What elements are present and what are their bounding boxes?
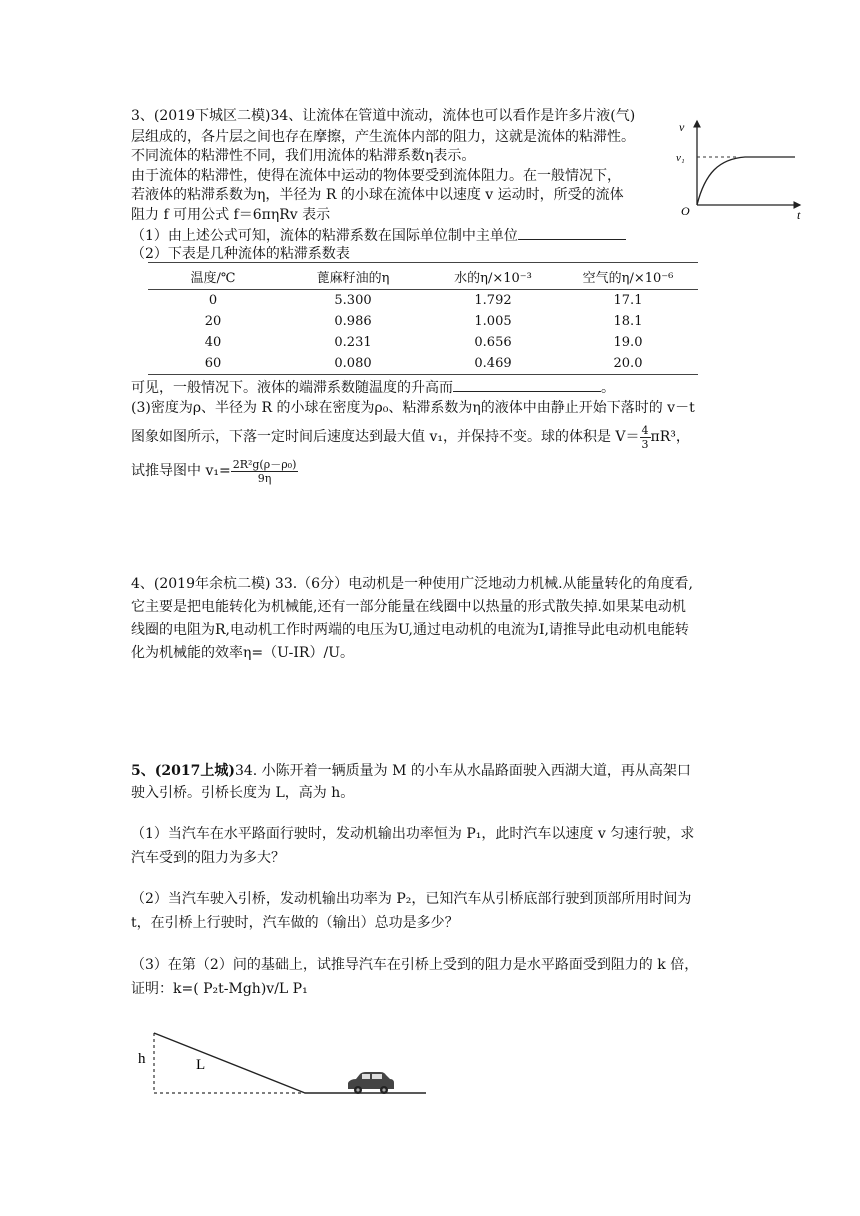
v-t-graph [675, 115, 815, 225]
q5-intro: 34. 小陈开着一辆质量为 M 的小车从水晶路面驶入西湖大道，再从高架口 [234, 763, 691, 779]
table-cell: 1.792 [474, 293, 512, 308]
table-cell: 0.231 [334, 335, 372, 350]
formula-v1: $\frac{\text{2R²g(ρ－ρ₀)}}{9\eta}$ [232, 457, 297, 485]
q3-line-2: 层组成的，各片层之间也存在摩擦，产生流体内部的阻力，这就是流体的粘滞性。 [131, 129, 635, 145]
viscosity-table [148, 262, 698, 375]
q5-line-8: 证明：k=( P₂t-Mgh)v/L P₁ [131, 981, 308, 997]
table-header: 空气的η/×10⁻⁶ [558, 263, 698, 290]
q5-source: 5、(2017上城) [131, 763, 235, 779]
table-cell: 0.080 [278, 353, 428, 375]
table-cell: 60 [148, 353, 278, 375]
q3-volume-end: πR³， [650, 429, 690, 445]
table-row [148, 332, 698, 353]
table-cell: 20.0 [558, 353, 698, 375]
height-label: h [138, 1051, 146, 1067]
v1-label: v₁ [676, 152, 685, 164]
q3-line-4: 由于流体的粘滞性，使得在流体中运动的物体要受到流体阻力。在一般情况下， [131, 168, 621, 184]
answer-blank-1 [518, 225, 626, 240]
fraction-four-thirds: $\frac{4}{3}$ [641, 423, 649, 451]
q4-line-4: 化为机械能的效率η=（U-IR）/U。 [131, 645, 354, 661]
table-row [148, 353, 698, 375]
q3-line-8: （2）下表是几种流体的粘滞系数表 [131, 246, 350, 262]
table-cell: 1.005 [474, 314, 512, 329]
table-cell: 0.656 [474, 335, 512, 350]
q3-line-1: 3、(2019下城区二模)34、让流体在管道中流动，流体也可以看作是许多片液(气) [131, 108, 636, 124]
table-row [148, 311, 698, 332]
q3-line-12 [131, 456, 298, 486]
table-cell: 18.1 [613, 314, 643, 329]
q5-line-3: （1）当汽车在水平路面行驶时，发动机输出功率恒为 P₁，此时汽车以速度 v 匀速行驶，求 [131, 826, 695, 842]
q5-line-1 [131, 761, 691, 781]
car-icon [348, 1072, 394, 1094]
answer-blank-2 [453, 377, 601, 392]
q3-line-5: 若液体的粘滞系数为η，半径为 R 的小球在流体中以速度 v 运动时，所受的流体 [131, 187, 624, 203]
t-axis-label: t [797, 208, 801, 222]
table-cell: 40 [204, 335, 222, 350]
velocity-curve [697, 157, 795, 205]
v-axis-label: v [679, 120, 685, 134]
table-cell: 5.300 [334, 293, 372, 308]
bridge-figure [130, 1025, 440, 1105]
table-header: 蓖麻籽油的η [278, 263, 428, 290]
origin-label: O [681, 204, 690, 218]
q3-line-9 [131, 377, 615, 398]
q4-line-2: 它主要是把电能转化为机械能,还有一部分能量在线圈中以热量的形式散失掉.如果某电动机 [131, 599, 686, 615]
q5-line-4: 汽车受到的阻力为多大？ [131, 850, 285, 866]
q3-line-7 [131, 225, 626, 246]
q3-line-6: 阻力 f 可用公式 f＝6πηRv 表示 [131, 207, 331, 223]
table-header-row [148, 263, 698, 290]
q3-derive-text: 试推导图中 v₁= [131, 463, 231, 479]
table-cell: 0 [208, 293, 218, 308]
slope-line [154, 1033, 305, 1093]
q3-question-1: （1）由上述公式可知，流体的粘滞系数在国际单位制中主单位 [131, 228, 518, 244]
q3-line-10: (3)密度为ρ、半径为 R 的小球在密度为ρ₀、粘滞系数为η的液体中由静止开始下落时的 v－t [131, 400, 695, 416]
q5-line-7: （3）在第（2）问的基础上，试推导汽车在引桥上受到的阻力是水平路面受到阻力的 k 倍， [131, 957, 699, 973]
q4-line-1: 4、(2019年余杭二模) 33.（6分）电动机是一种使用广泛地动力机械.从能量转化的角度看, [131, 576, 693, 592]
q3-line-3: 不同流体的粘滞性不同，我们用流体的粘滞系数η表示。 [131, 148, 476, 164]
q3-conclusion-text: 可见，一般情况下。液体的端滞系数随温度的升高而 [131, 380, 453, 396]
q3-volume-text: 图象如图所示，下落一定时间后速度达到最大值 v₁，并保持不变。球的体积是 V＝ [131, 429, 640, 445]
table-cell: 19.0 [613, 335, 643, 350]
table-cell: 0.986 [334, 314, 372, 329]
length-label: L [196, 1057, 206, 1073]
q5-line-6: t，在引桥上行驶时，汽车做的（输出）总功是多少？ [131, 915, 459, 931]
q4-line-3: 线圈的电阻为R,电动机工作时两端的电压为U,通过电动机的电流为I,请推导此电动机电能转 [131, 622, 689, 638]
table-header: 水的η/×10⁻³ [428, 263, 558, 290]
table-header: 温度/℃ [148, 263, 278, 290]
q5-line-5: （2）当汽车驶入引桥，发动机输出功率为 P₂，已知汽车从引桥底部行驶到顶部所用时间为 [131, 891, 692, 907]
q3-line-11 [131, 422, 690, 452]
table-cell: 17.1 [613, 293, 643, 308]
q3-conclusion-end: 。 [601, 380, 615, 396]
table-row [148, 290, 698, 312]
table-cell: 0.469 [428, 353, 558, 375]
table-cell: 20 [204, 314, 222, 329]
q5-line-2: 驶入引桥。引桥长度为 L，高为 h。 [131, 785, 355, 801]
